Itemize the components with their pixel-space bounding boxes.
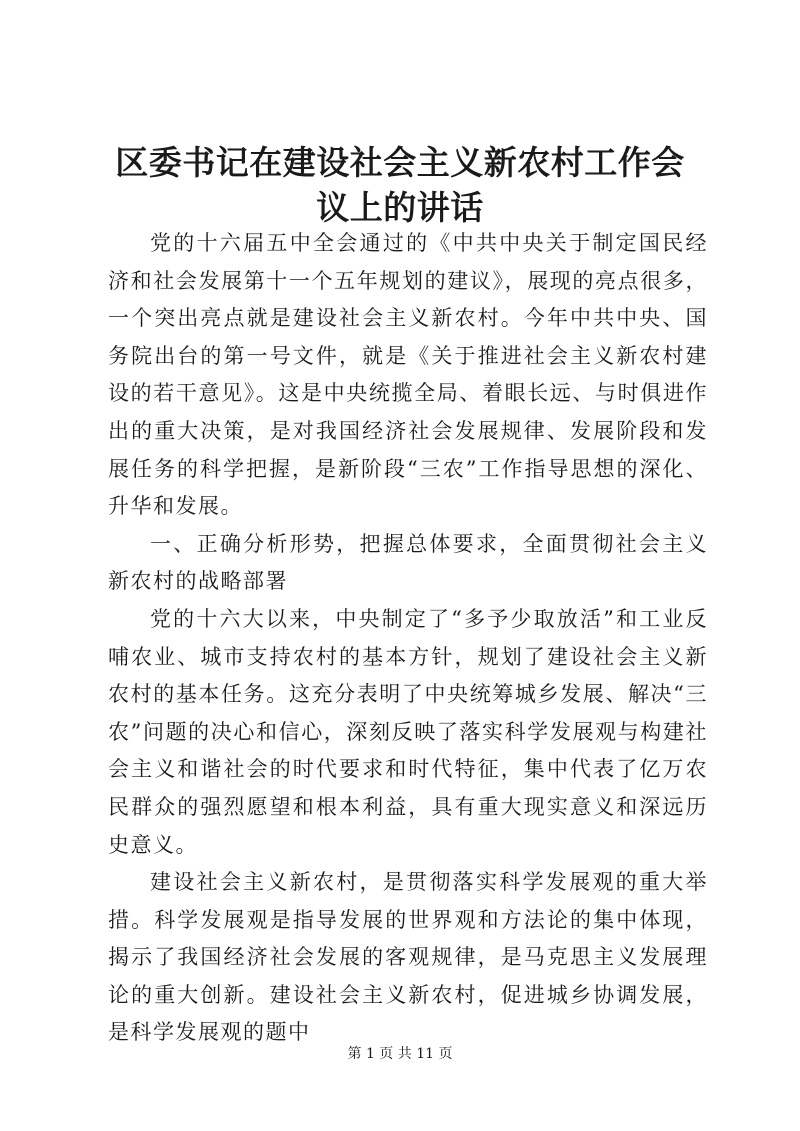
document-title: 区委书记在建设社会主义新农村工作会议上的讲话 bbox=[115, 143, 685, 227]
section-heading-1: 一、正确分析形势，把握总体要求，全面贯彻社会主义新农村的战略部署 bbox=[108, 531, 708, 594]
paragraph-policy: 党的十六大以来，中央制定了“多予少取放活”和工业反哺农业、城市支持农村的基本方针，规划了建设社会主义新农村的基本任务。这充分表明了中央统筹城乡发展、解决“三农”问题的决心和信心，深刻反映了落实科学发展观与构建社会主义和谐社会的时代要求和时代特征，集中代表了亿万农民群众的强烈愿望和根本利益，具有重大现实意义和深远历史意义。 bbox=[108, 606, 708, 857]
page-footer: 第 1 页 共 11 页 bbox=[347, 1046, 453, 1062]
document-body bbox=[108, 225, 708, 1052]
paragraph-intro: 党的十六届五中全会通过的《中共中央关于制定国民经济和社会发展第十一个五年规划的建议》，展现的亮点很多，一个突出亮点就是建设社会主义新农村。今年中共中央、国务院出台的第一号文件，就是《关于推进社会主义新农村建设的若干意见》。这是中央统揽全局、着眼长远、与时俱进作出的重大决策，是对我国经济社会发展规律、发展阶段和发展任务的科学把握，是新阶段“三农”工作指导思想的深化、升华和发展。 bbox=[108, 231, 708, 519]
paragraph-scientific-development: 建设社会主义新农村，是贯彻落实科学发展观的重大举措。科学发展观是指导发展的世界观和方法论的集中体现，揭示了我国经济社会发展的客观规律，是马克思主义发展理论的重大创新。建设社会主义新农村，促进城乡协调发展，是科学发展观的题中 bbox=[108, 870, 708, 1045]
